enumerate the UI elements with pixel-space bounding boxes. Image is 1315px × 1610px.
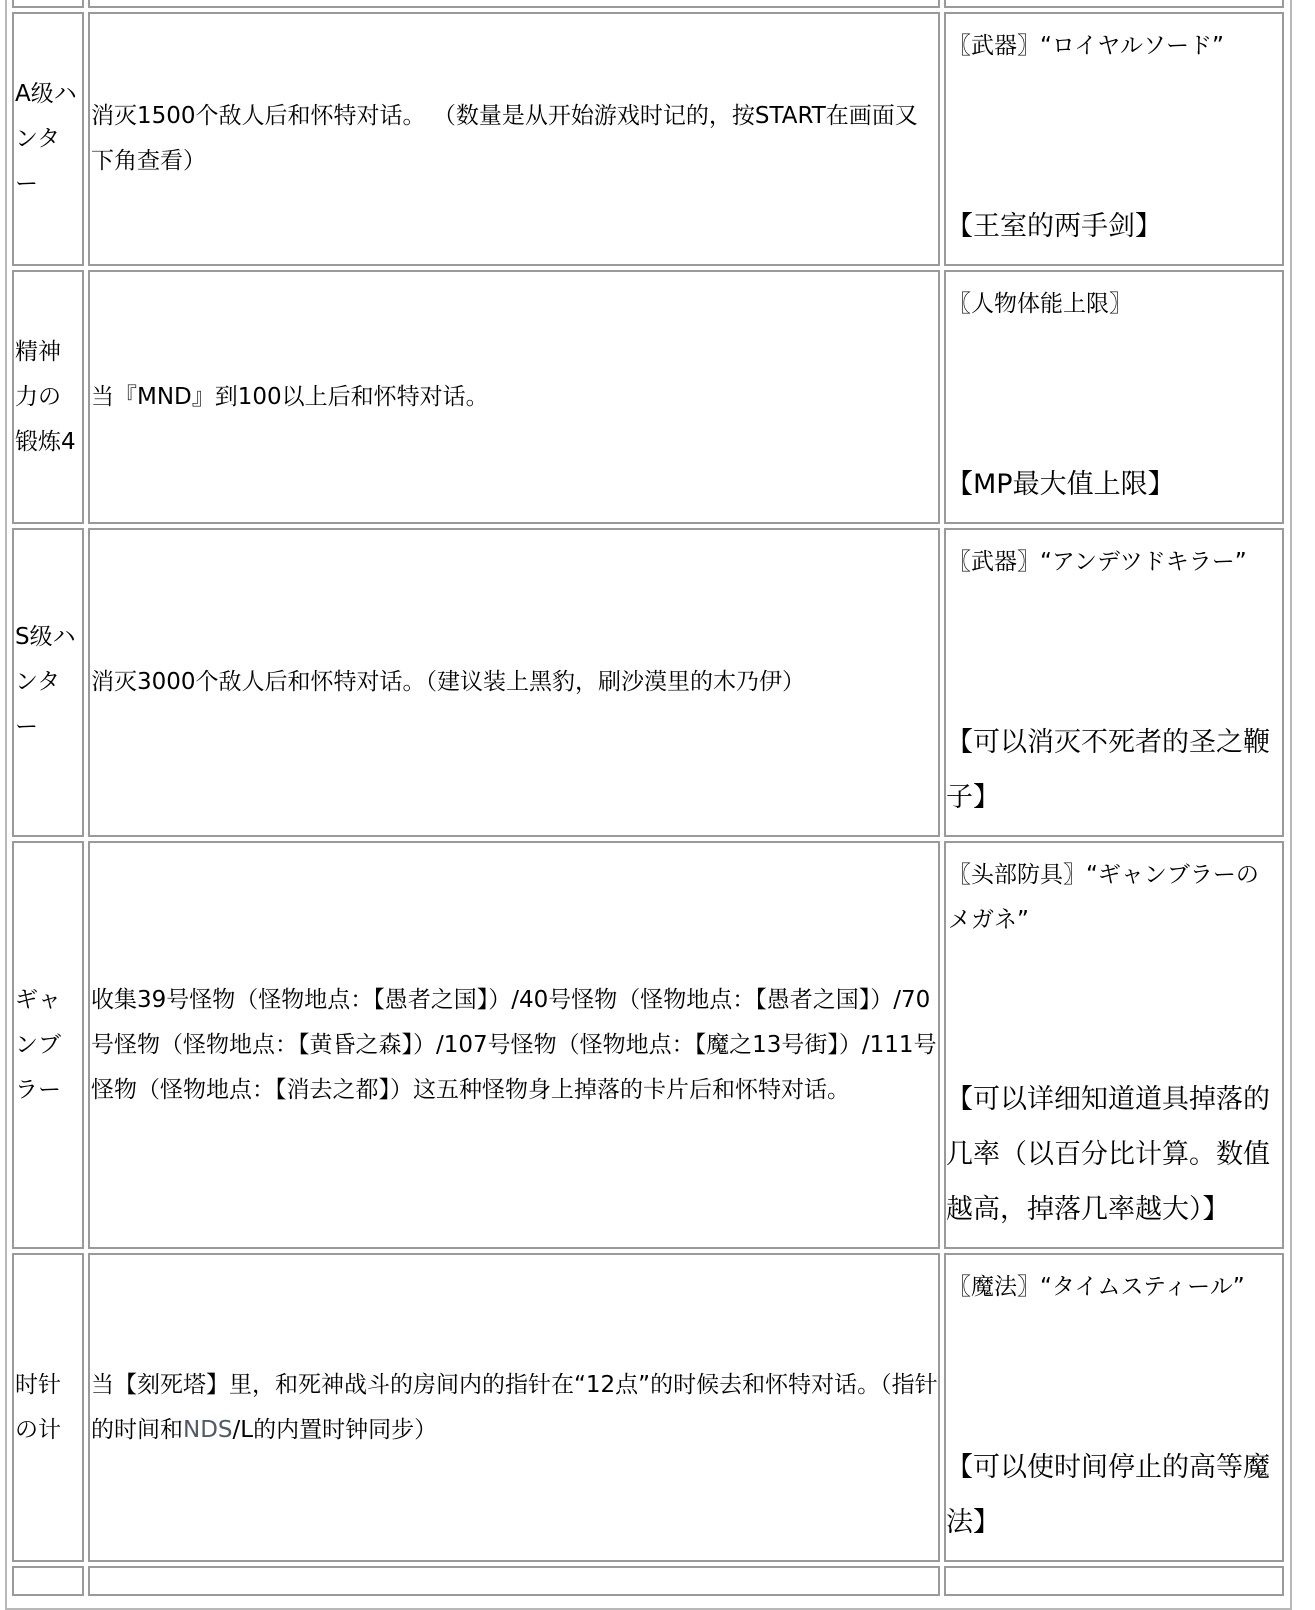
table-row: [12, 12, 1284, 266]
table-row-partial-bottom: [12, 1566, 1284, 1596]
quest-reward: [944, 528, 1284, 837]
quest-name: A级ハンター: [12, 12, 84, 266]
table-row-partial-top: [12, 0, 1284, 8]
quest-reward: [944, 1253, 1284, 1562]
quest-condition: 消灭1500个敌人后和怀特对话。 （数量是从开始游戏时记的，按START在画面又下角查看）: [88, 12, 940, 266]
reward-label: 〖人物体能上限〗: [948, 291, 1132, 317]
quest-condition: 消灭3000个敌人后和怀特对话。（建议装上黑豹，刷沙漠里的木乃伊）: [88, 528, 940, 837]
quest-reward: [944, 841, 1284, 1249]
reward-description: 【MP最大值上限】: [946, 469, 1175, 500]
table-row: [12, 1253, 1284, 1562]
quest-condition: [88, 1253, 940, 1562]
quest-reward: [944, 12, 1284, 266]
reward-description: 【可以详细知道道具掉落的几率（以百分比计算。数值越高，掉落几率越大）】: [946, 1084, 1270, 1225]
quest-table: [8, 0, 1288, 1600]
condition-text: /L的内置时钟同步）: [232, 1416, 438, 1443]
quest-name: 时针の计: [12, 1253, 84, 1562]
quest-condition: 收集39号怪物（怪物地点：【愚者之国】）/40号怪物（怪物地点：【愚者之国】）/70号怪物（怪物地点：【黄昏之森】）/107号怪物（怪物地点：【魔之13号街】）/111号怪物（怪物地点：【消去之都】）这五种怪物身上掉落的卡片后和怀特对话。: [88, 841, 940, 1249]
condition-text: 当【刻死塔】里，和死神战斗的房间内的指针在“12点”的时候去和怀特对话。（指针的时间和: [91, 1371, 938, 1443]
quest-condition: 当『MND』到100以上后和怀特对话。: [88, 270, 940, 524]
quest-name: S级ハンター: [12, 528, 84, 837]
quest-name: ギャンブラー: [12, 841, 84, 1249]
reward-label: 〖武器〗“ロイヤルソード”: [948, 33, 1224, 59]
reward-label: 〖武器〗“アンデツドキラー”: [948, 549, 1247, 575]
table-row: [12, 528, 1284, 837]
reward-description: 【王室的两手剑】: [946, 211, 1162, 242]
table-row: [12, 841, 1284, 1249]
table-row: [12, 270, 1284, 524]
quest-name: 精神力の锻炼4: [12, 270, 84, 524]
reward-label: 〖魔法〗“タイムスティール”: [948, 1274, 1245, 1300]
reward-description: 【可以使时间停止的高等魔法】: [946, 1452, 1270, 1538]
reward-description: 【可以消灭不死者的圣之鞭子】: [946, 727, 1270, 813]
quest-reward: [944, 270, 1284, 524]
reward-label: 〖头部防具〗“ギャンブラーのメガネ”: [948, 862, 1259, 933]
nds-link[interactable]: NDS: [183, 1416, 233, 1443]
